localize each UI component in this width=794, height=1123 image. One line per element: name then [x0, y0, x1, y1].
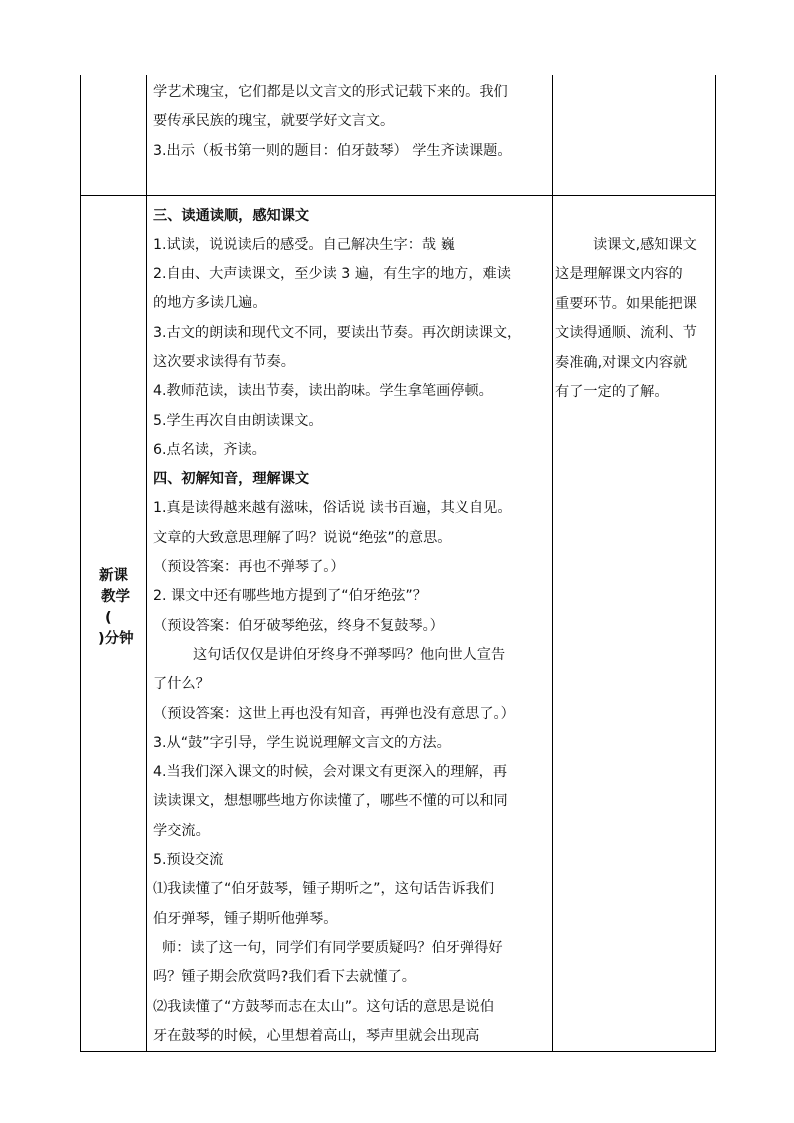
table-row-new-lesson — [81, 195, 716, 1052]
text-line: 要传承民族的瑰宝，就要学好文言文。 — [153, 113, 395, 130]
lesson-content-cell — [147, 195, 553, 1052]
stage-label-line: 教学 — [101, 588, 130, 605]
intro-content-cell — [147, 75, 553, 195]
text-line: 这次要求读得有节奏。 — [153, 353, 295, 370]
note-line: 有了一定的了解。 — [555, 384, 669, 400]
text-line: 6.点名读，齐读。 — [153, 441, 266, 458]
note-line: 读课文,感知课文 — [593, 236, 697, 253]
text-line: （预设答案：伯牙破琴绝弦，终身不复鼓琴。） — [153, 617, 444, 634]
text-line: 师：读了这一句，同学们有同学要质疑吗？伯牙弹得好 — [162, 939, 503, 956]
text-line: 5.预设交流 — [153, 852, 224, 869]
text-line: 1.试读，说说读后的感受。自己解决生字：哉 巍 — [153, 236, 455, 253]
design-note-cell — [553, 195, 716, 1052]
lesson-content — [147, 196, 552, 1052]
text-line: 4.当我们深入课文的时候，会对课文有更深入的理解，再 — [153, 764, 508, 781]
text-line: 1.真是读得越来越有滋味，俗话说 读书百遍，其义自见。 — [153, 500, 512, 517]
stage-label-line: ( — [105, 609, 112, 626]
text-line: 3.从“鼓”字引导，学生说说理解文言文的方法。 — [153, 734, 451, 751]
text-line: 3.出示（板书第一则的题目：伯牙鼓琴） 学生齐读课题。 — [153, 142, 512, 159]
text-line: 4.教师范读，读出节奏，读出韵味。学生拿笔画停顿。 — [153, 383, 493, 400]
note-line: 奏准确,对课文内容就 — [555, 354, 688, 371]
stage-label — [81, 566, 146, 650]
lesson-plan-table — [80, 75, 716, 1052]
text-line: ⑴我读懂了“伯牙鼓琴，锺子期听之”，这句话告诉我们 — [153, 881, 495, 898]
section-heading: 三、读通读顺，感知课文 — [153, 207, 310, 224]
text-line: （预设答案：这世上再也没有知音，再弹也没有意思了。） — [153, 705, 515, 722]
intro-note-cell — [553, 75, 716, 195]
text-line: 学交流。 — [153, 822, 210, 839]
stage-label-cell — [81, 195, 147, 1052]
intro-content — [147, 75, 552, 166]
note-line: 这是理解课文内容的 — [555, 266, 683, 282]
text-line: 文章的大致意思理解了吗？说说“绝弦”的意思。 — [153, 529, 452, 546]
design-note — [553, 196, 715, 408]
text-line: 了什么？ — [153, 676, 210, 693]
text-line: 2.自由、大声读课文，至少读 3 遍，有生字的地方，难读 — [153, 266, 511, 283]
intro-side-cell — [81, 75, 147, 195]
text-line: 这句话仅仅是讲伯牙终身不弹琴吗？他向世人宣告 — [193, 646, 506, 663]
section-heading: 四、初解知音，理解课文 — [153, 471, 310, 488]
text-line: 3.古文的朗读和现代文不同，要读出节奏。再次朗读课文， — [153, 324, 522, 341]
stage-label-line: )分钟 — [98, 630, 134, 647]
text-line: 学艺术瑰宝，它们都是以文言文的形式记载下来的。我们 — [153, 84, 508, 100]
text-line: 牙在鼓琴的时候，心里想着高山，琴声里就会出现高 — [153, 1027, 480, 1044]
text-line: 2. 课文中还有哪些地方提到了“伯牙绝弦”？ — [153, 588, 427, 605]
text-line: （预设答案：再也不弹琴了。） — [153, 559, 345, 576]
text-line: 5.学生再次自由朗读课文。 — [153, 412, 323, 429]
table-row-intro — [81, 75, 716, 195]
note-line: 文读得通顺、流利、节 — [555, 325, 697, 341]
text-line: ⑵我读懂了“方鼓琴而志在太山”。这句话的意思是说伯 — [153, 998, 495, 1015]
note-line: 重要环节。如果能把课 — [555, 295, 697, 312]
text-line: 的地方多读几遍。 — [153, 295, 267, 312]
stage-label-line: 新课 — [99, 567, 128, 584]
text-line: 伯牙弹琴，锺子期听他弹琴。 — [153, 910, 338, 927]
text-line: 吗？锺子期会欣赏吗?我们看下去就懂了。 — [153, 969, 416, 986]
text-line: 读读课文，想想哪些地方你读懂了，哪些不懂的可以和同 — [153, 793, 508, 810]
